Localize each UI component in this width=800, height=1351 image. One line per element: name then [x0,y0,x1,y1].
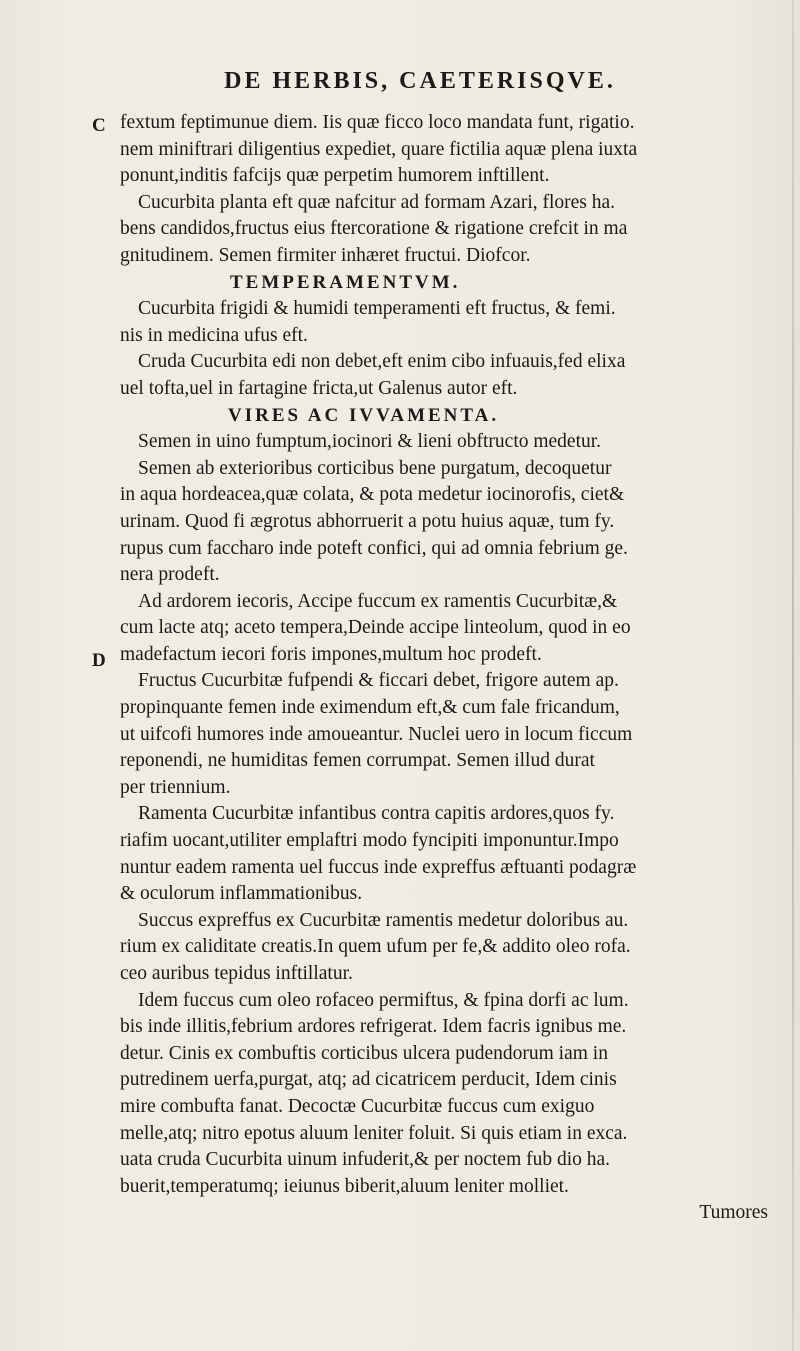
text-line: melle,atq; nitro epotus aluum leniter foluit. Si quis etiam in exca. [120,1122,628,1144]
margin-letter-c: C [92,115,106,136]
text-line: bens candidos,fructus eius ftercoratione & rigatione crefcit in ma [120,218,628,240]
catchword: Tumores [699,1202,768,1224]
text-line: rium ex caliditate creatis.In quem ufum per fe,& addito oleo rofa. [120,936,631,958]
text-line: detur. Cinis ex combuftis corticibus ulcera pudendorum iam in [120,1042,608,1064]
text-line: nem miniftrari diligentius expediet, quare fictilia aquæ plena iuxta [120,138,638,160]
text-line: nuntur eadem ramenta uel fuccus inde expreffus æftuanti podagræ [120,856,637,878]
text-line: rupus cum faccharo inde poteft confici, qui ad omnia febrium ge. [120,537,628,559]
text-line: propinquante femen inde eximendum eft,& cum fale fricandum, [120,697,620,719]
text-line: gnitudinem. Semen firmiter inhæret fructui. Diofcor. [120,244,531,266]
text-line: Cucurbita planta eft quæ nafcitur ad formam Azari, flores ha. [138,191,616,213]
text-line: buerit,temperatumq; ieiunus biberit,aluum leniter molliet. [120,1175,569,1197]
text-line: Fructus Cucurbitæ fufpendi & ficcari debet, frigore autem ap. [138,670,619,692]
text-line: uel tofta,uel in fartagine fricta,ut Galenus autor eft. [120,377,518,399]
text-line: riafim uocant,utiliter emplaftri modo fyncipiti imponuntur.Impo [120,830,619,852]
text-line: ut uifcofi humores inde amoueantur. Nuclei uero in locum ficcum [120,723,633,745]
text-line: mire combufta fanat. Decoctæ Cucurbitæ fuccus cum exiguo [120,1095,595,1117]
running-header: DE HERBIS, CAETERISQVE. [224,68,616,94]
body-text [120,110,768,1227]
text-line: Idem fuccus cum oleo rofaceo permiftus, & fpina dorfi ac lum. [138,989,629,1011]
text-line: ceo auribus tepidus inftillatur. [120,963,353,984]
text-line: Succus expreffus ex Cucurbitæ ramentis medetur doloribus au. [138,909,629,931]
text-line: fextum feptimunue diem. Iis quæ ficco loco mandata funt, rigatio. [120,112,635,133]
text-line: uata cruda Cucurbita uinum infuderit,& per noctem fub dio ha. [120,1149,611,1171]
text-line: nera prodeft. [120,564,220,586]
text-line: nis in medicina ufus eft. [120,324,308,346]
text-line: bis inde illitis,febrium ardores refrigerat. Idem facris ignibus me. [120,1016,627,1038]
text-line: per triennium. [120,776,231,798]
text-line: ponunt,inditis fafcijs quæ perpetim humorem inftillent. [120,165,550,187]
page-edge-shadow [792,0,794,1351]
text-line: in aqua hordeacea,quæ colata, & pota medetur iocinorofis, ciet& [120,484,625,506]
text-line: urinam. Quod fi ægrotus abhorruerit a potu huius aquæ, tum fy. [120,510,615,532]
text-line: Cucurbita frigidi & humidi temperamenti eft fructus, & femi. [138,298,616,320]
text-line: & oculorum inflammationibus. [120,883,363,905]
text-line: reponendi, ne humiditas femen corrumpat. Semen illud durat [120,750,595,772]
margin-letter-d: D [92,650,106,671]
section-heading: TEMPERAMENTVM. [230,271,461,293]
text-line: Cruda Cucurbita edi non debet,eft enim cibo infuauis,fed elixa [138,351,626,373]
section-heading: VIRES AC IVVAMENTA. [228,404,500,426]
text-line: madefactum iecori foris impones,multum hoc prodeft. [120,643,542,665]
text-line: Semen in uino fumptum,iocinori & lieni obftructo medetur. [138,431,602,453]
text-line: Ramenta Cucurbitæ infantibus contra capitis ardores,quos fy. [138,803,615,825]
text-line: cum lacte atq; aceto tempera,Deinde accipe linteolum, quod in eo [120,617,631,639]
text-line: Semen ab exterioribus corticibus bene purgatum, decoquetur [138,457,612,479]
text-line: putredinem uerfa,purgat, atq; ad cicatricem perducit, Idem cinis [120,1069,617,1091]
text-line: Ad ardorem iecoris, Accipe fuccum ex ramentis Cucurbitæ,& [138,590,618,612]
